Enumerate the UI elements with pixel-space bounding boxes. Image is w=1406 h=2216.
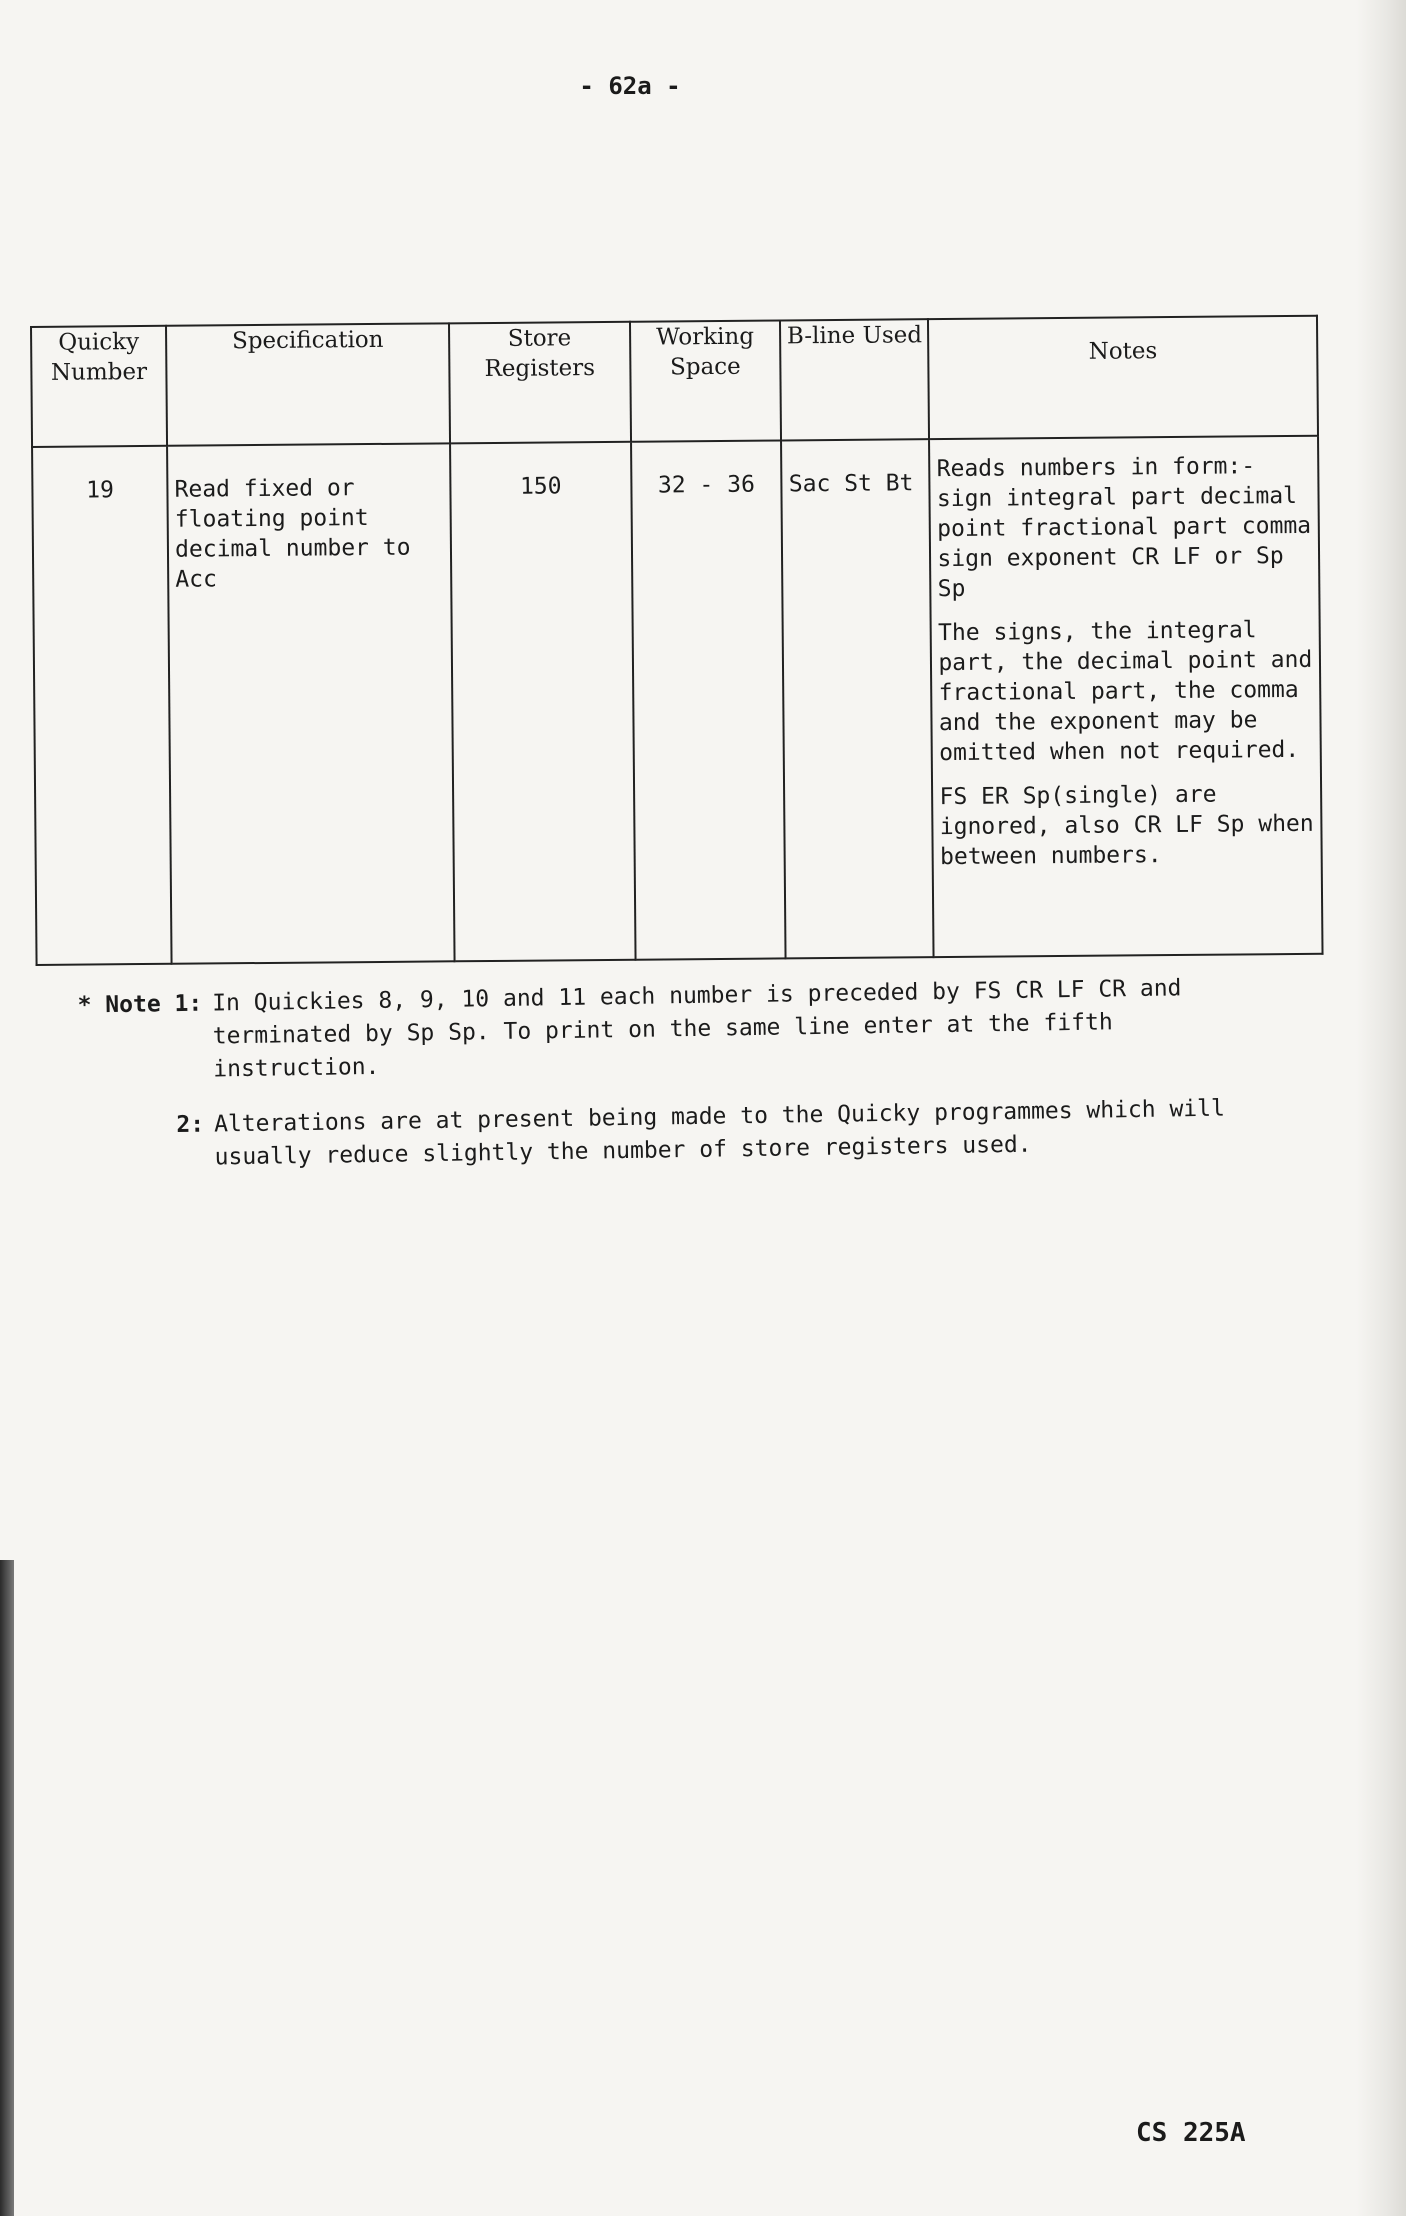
document-code: CS 225A	[1136, 2118, 1246, 2148]
page-number: - 62a -	[579, 72, 681, 100]
header-b-line-used: B-line Used	[780, 319, 929, 440]
cell-quicky-number: 19	[32, 446, 172, 965]
footnote-2	[54, 1092, 1295, 1177]
cell-store-registers: 150	[450, 442, 635, 962]
quicky-table	[30, 315, 1324, 966]
table-row	[32, 436, 1322, 965]
header-notes: Notes	[928, 316, 1318, 439]
header-specification: Specification	[166, 323, 450, 445]
header-store-registers: Store Registers	[449, 322, 630, 444]
note-paragraph-1: Reads numbers in form:- sign integral part decimal point fractional part comma sign exponent CR LF or Sp Sp	[936, 453, 1312, 603]
cell-b-line-used: Sac St Bt	[781, 439, 934, 958]
footnote-2-label: 2:	[176, 1111, 205, 1139]
footnote-2-text: Alterations are at present being made to the Quicky programmes which will usually reduce slightly the number of store registers used.	[213, 1095, 1226, 1171]
footnote-1-label: * Note 1:	[77, 990, 203, 1019]
note-paragraph-2: The signs, the integral part, the decimal point and fractional part, the comma and the exponent may be omitted when not required.	[938, 617, 1313, 767]
footnote-1	[52, 971, 1293, 1089]
quicky-table-wrapper	[30, 315, 1324, 966]
footnote-1-text: In Quickies 8, 9, 10 and 11 each number is preceded by FS CR LF CR and terminated by Sp Sp. To print on the same line enter at the fifth instruction.	[212, 975, 1182, 1083]
cell-working-space: 32 - 36	[631, 440, 786, 959]
note-paragraph-3: FS ER Sp(single) are ignored, also CR LF Sp when between numbers.	[939, 781, 1314, 871]
scan-left-edge	[0, 1560, 14, 2216]
scan-right-edge	[1356, 0, 1406, 2216]
table-header-row	[31, 316, 1318, 447]
header-quicky-number: Quicky Number	[31, 326, 167, 447]
cell-notes	[929, 436, 1322, 957]
header-working-space: Working Space	[630, 320, 782, 441]
footnotes	[52, 971, 1295, 1199]
cell-specification: Read fixed or floating point decimal number to Acc	[167, 443, 455, 963]
